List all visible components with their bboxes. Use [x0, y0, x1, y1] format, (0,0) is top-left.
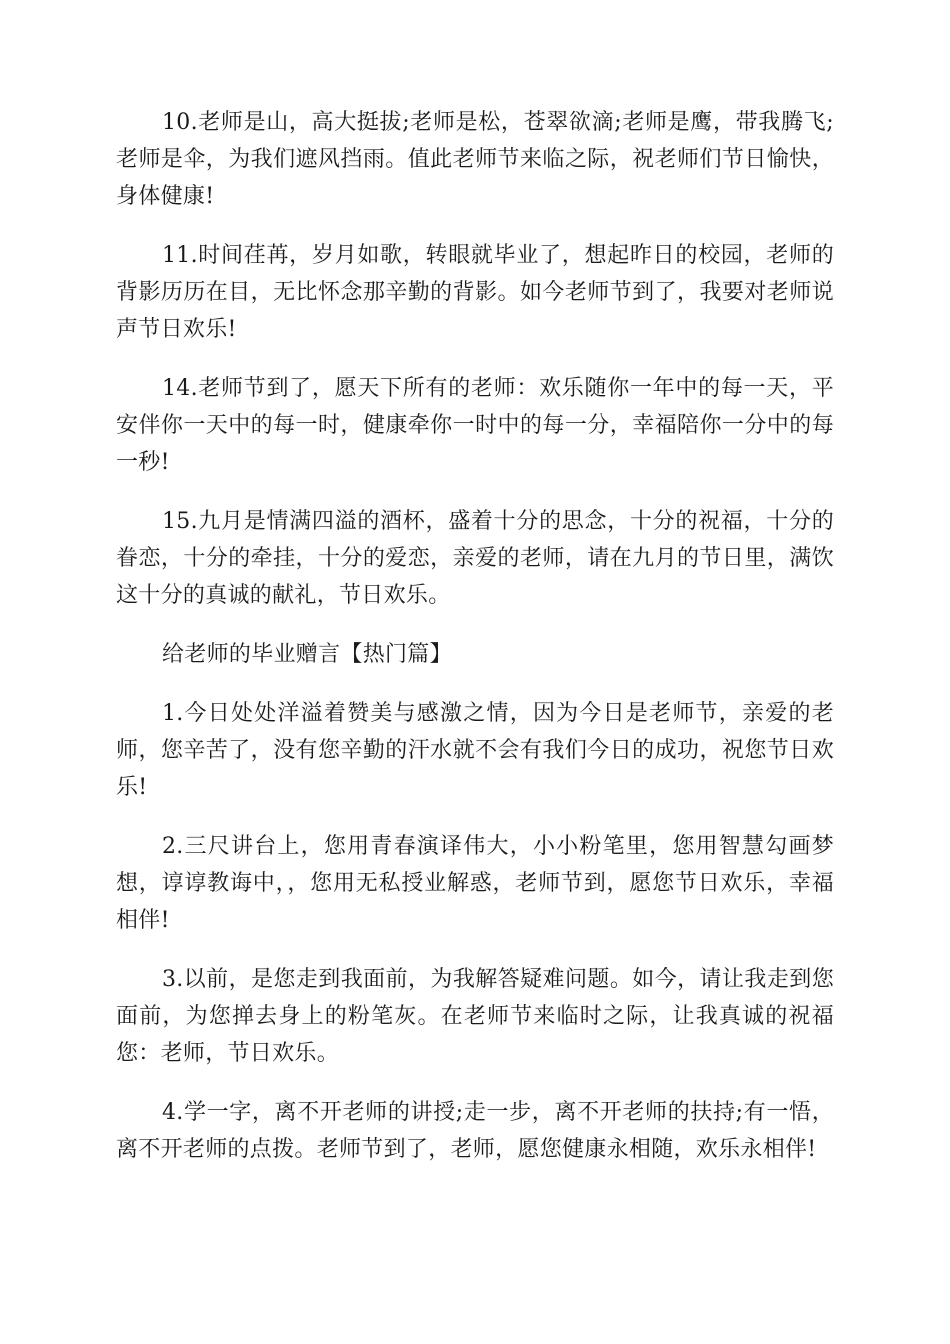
paragraph-15: 15.九月是情满四溢的酒杯，盛着十分的思念，十分的祝福，十分的眷恋，十分的牵挂，十分的爱恋，亲爱的老师，请在九月的节日里，满饮这十分的真诚的献礼，节日欢乐。: [116, 509, 834, 608]
paragraph-10: 10.老师是山，高大挺拔;老师是松，苍翠欲滴;老师是鹰，带我腾飞;老师是伞，为我们遮风挡雨。值此老师节来临之际，祝老师们节日愉快，身体健康!: [116, 110, 834, 209]
document-body: [116, 104, 834, 1190]
section-heading: 给老师的毕业赠言【热门篇】: [162, 642, 452, 667]
paragraph-3: 3.以前，是您走到我面前，为我解答疑难问题。如今，请让我走到您面前，为您掸去身上的粉笔灰。在老师节来临时之际，让我真诚的祝福您：老师，节日欢乐。: [116, 967, 834, 1066]
paragraph-4: 4.学一字，离不开老师的讲授;走一步，离不开老师的扶持;有一悟，离不开老师的点拨。老师节到了，老师，愿您健康永相随，欢乐永相伴!: [116, 1100, 834, 1162]
paragraph-14: 14.老师节到了，愿天下所有的老师：欢乐随你一年中的每一天，平安伴你一天中的每一时，健康牵你一时中的每一分，幸福陪你一分中的每一秒!: [116, 376, 834, 475]
paragraph-11: 11.时间荏苒，岁月如歌，转眼就毕业了，想起昨日的校园，老师的背影历历在目，无比怀念那辛勤的背影。如今老师节到了，我要对老师说声节日欢乐!: [116, 243, 834, 342]
paragraph-1: 1.今日处处洋溢着赞美与感激之情，因为今日是老师节，亲爱的老师，您辛苦了，没有您辛勤的汗水就不会有我们今日的成功，祝您节日欢乐!: [116, 701, 834, 800]
paragraph-2: 2.三尺讲台上，您用青春演译伟大，小小粉笔里，您用智慧勾画梦想，谆谆教诲中，，您用无私授业解惑，老师节到，愿您节日欢乐，幸福相伴!: [116, 834, 834, 933]
